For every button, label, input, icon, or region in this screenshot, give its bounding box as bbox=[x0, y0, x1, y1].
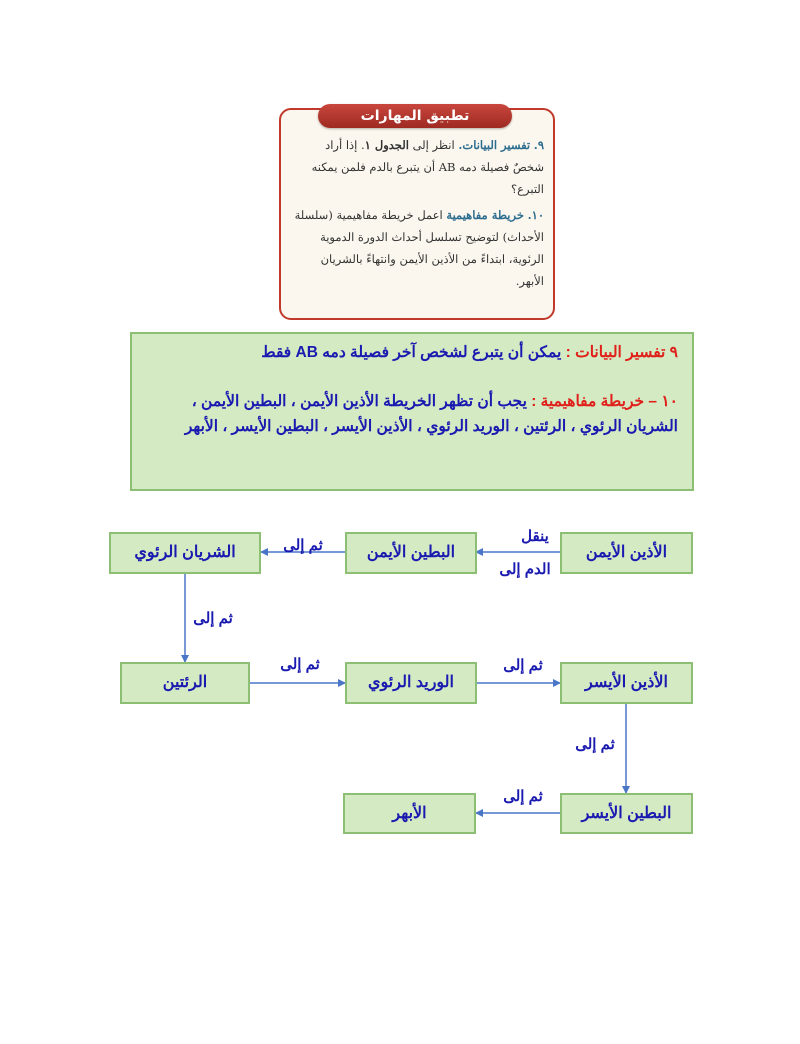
answer-9: ٩ تفسير البيانات : يمكن أن يتبرع لشخص آخر فصيلة دمه AB فقط bbox=[261, 344, 678, 361]
node-aorta: الأبهر bbox=[343, 793, 476, 834]
node-left-atrium: الأذين الأيسر bbox=[560, 662, 693, 704]
question-9: ٩. تفسير البيانات. انظر إلى الجدول ١. إذا أراد شخصٌ فصيلة دمه AB أن يتبرع بالدم فلمن يمكنه التبرع؟ bbox=[311, 138, 544, 196]
edge-label-la-lv: ثم إلى bbox=[575, 736, 615, 753]
edge-label-pv-la: ثم إلى bbox=[503, 657, 543, 674]
edge-label-blood-to: الدم إلى bbox=[499, 561, 551, 578]
node-lungs: الرئتين bbox=[120, 662, 250, 704]
question-10: ١٠. خريطة مفاهيمية اعمل خريطة مفاهيمية (سلسلة الأحداث) لتوضيح تسلسل أحداث الدورة الدموية الرئوية، ابتداءً من الأذين الأيمن وانتهاءً بالشريان الأبهر. bbox=[294, 208, 544, 288]
node-right-ventricle: البطين الأيمن bbox=[345, 532, 477, 574]
edge-label-lungs-pv: ثم إلى bbox=[280, 656, 320, 673]
textbook-header: تطبيق المهارات bbox=[318, 104, 512, 128]
node-pulmonary-vein: الوريد الرئوي bbox=[345, 662, 477, 704]
edge-label-transports: ينقل bbox=[521, 528, 549, 545]
edge-label-rv-pa: ثم إلى bbox=[283, 537, 323, 554]
edge-label-lv-aorta: ثم إلى bbox=[503, 788, 543, 805]
edge-label-pa-lungs: ثم إلى bbox=[193, 610, 233, 627]
node-right-atrium: الأذين الأيمن bbox=[560, 532, 693, 574]
node-left-ventricle: البطين الأيسر bbox=[560, 793, 693, 834]
answer-10: ١٠ – خريطة مفاهيمية : يجب أن تظهر الخريطة الأذين الأيمن ، البطين الأيمن ، الشريان الرئوي ، الرئتين ، الوريد الرئوي ، الأذين الأيسر ، البطين الأيسر ، الأبهر bbox=[184, 393, 678, 435]
node-pulmonary-artery: الشريان الرئوي bbox=[109, 532, 261, 574]
